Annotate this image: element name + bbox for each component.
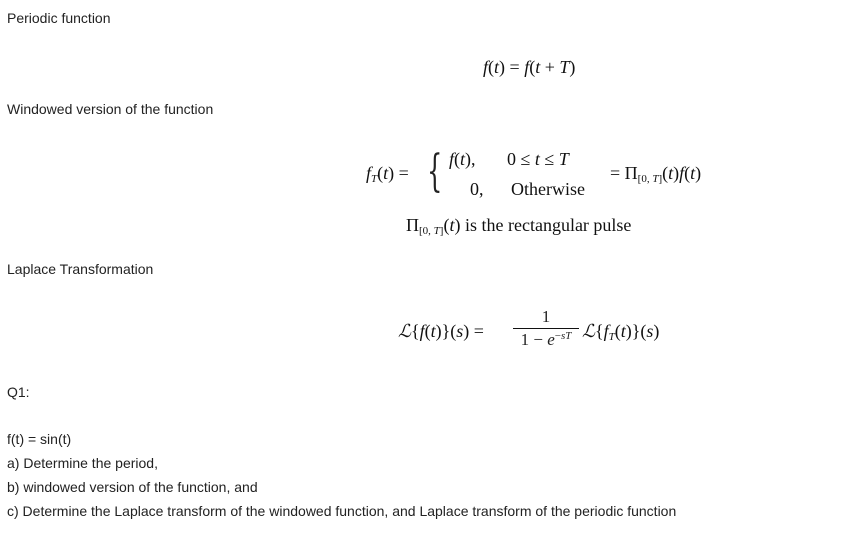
periodic-function-heading: Periodic function	[7, 10, 111, 26]
periodic-equation: f(t) = f(t + T)	[483, 57, 576, 77]
case-2-condition: Otherwise	[511, 179, 585, 199]
case-1-condition: 0 ≤ t ≤ T	[507, 149, 569, 169]
case-2-expression: 0,	[470, 179, 484, 199]
pulse-note-text: is the rectangular pulse	[464, 215, 632, 235]
question-part-b: b) windowed version of the function, and	[7, 479, 258, 495]
question-part-a: a) Determine the period,	[7, 455, 158, 471]
question-function: f(t) = sin(t)	[7, 431, 72, 447]
case-1-expression: f(t),	[449, 149, 476, 169]
question-part-c: c) Determine the Laplace transform of the windowed function, and Laplace transform of the periodic function	[7, 503, 677, 519]
fraction-denominator: $1 - e^{-sT}$	[520, 330, 572, 349]
laplace-heading: Laplace Transformation	[7, 261, 154, 277]
windowed-rhs: = $\Pi_{[0, T]}(t)f(t)$	[610, 163, 702, 185]
fraction-numerator: 1	[541, 307, 551, 326]
laplace-fraction	[513, 308, 579, 349]
q1-heading: Q1:	[7, 384, 30, 400]
windowed-heading: Windowed version of the function	[7, 101, 214, 117]
windowed-lhs: $f_T(t)$ =	[366, 163, 409, 185]
laplace-rhs: $ℒ\{f_T(t)\}(s)$	[582, 321, 660, 343]
laplace-lhs: ℒ{f(t)}(s) =	[398, 321, 484, 342]
fraction-bar	[513, 328, 579, 329]
pulse-note: $\Pi_{[0, T]}(t)$ is the rectangular pulse	[406, 215, 632, 237]
left-brace: {	[427, 146, 443, 197]
